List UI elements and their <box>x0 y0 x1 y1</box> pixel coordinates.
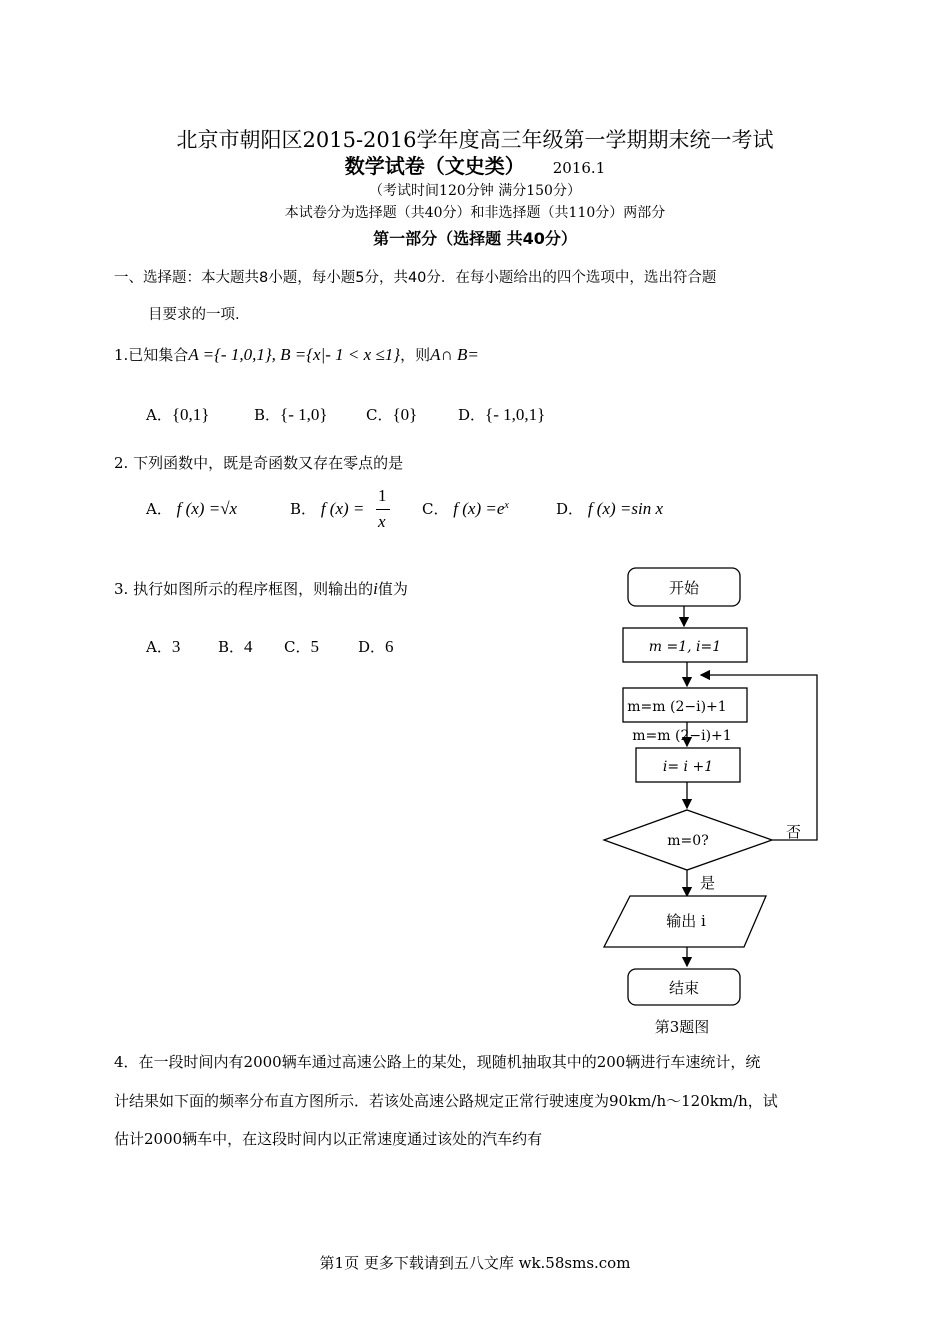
exam-time-info: （考试时间120分钟 满分150分） <box>369 183 581 199</box>
q1-option-d: D．{- 1,0,1} <box>458 405 546 424</box>
q3-flowchart <box>590 560 840 1040</box>
section-instruction-line2: 目要求的一项. <box>148 307 240 323</box>
q1-option-b: B．{- 1,0} <box>254 405 328 424</box>
q1-set-expression: A ={- 1,0,1}, B ={x|- 1 < x ≤1} <box>188 345 401 364</box>
exam-date: 2016.1 <box>552 159 606 177</box>
exam-subtitle <box>0 150 950 179</box>
flow-output-label: 输出 i <box>666 912 706 930</box>
flow-decision-label: m=0? <box>667 833 709 849</box>
q1-intersection-expression: A∩ B= <box>430 345 479 364</box>
flow-no-label: 否 <box>786 823 802 841</box>
subject-label: 数学试卷（文史类） <box>344 154 525 178</box>
q1-prefix: 1.已知集合 <box>114 346 189 364</box>
q3-option-a: A．3 <box>146 637 181 656</box>
exam-structure: 本试卷分为选择题（共40分）和非选择题（共110分）两部分 <box>284 205 666 221</box>
q2-b-fraction-bar <box>376 509 390 510</box>
flow-yes-label: 是 <box>700 874 716 892</box>
flow-init-label: m =1, i=1 <box>648 639 722 655</box>
q2-option-d: D． f (x) =sin x <box>556 499 664 518</box>
q3-option-b: B．4 <box>218 637 253 656</box>
question-4-line3: 估计2000辆车中，在这段时间内以正常速度通过该处的汽车约有 <box>114 1130 543 1148</box>
q2-b-numerator: 1 <box>378 486 387 505</box>
question-2-stem: 2. 下列函数中，既是奇函数又存在零点的是 <box>114 454 404 472</box>
exam-title: 北京市朝阳区2015-2016学年度高三年级第一学期期末统一考试 <box>176 128 774 152</box>
section-instruction-line1: 一、选择题：本大题共8小题，每小题5分，共40分．在每小题给出的四个选项中，选出符合题 <box>114 270 717 286</box>
q1-option-a: A．{0,1} <box>146 405 210 424</box>
q2-option-b: B． f (x) = <box>290 499 365 518</box>
flow-step1-label: m=m (2−i)+1 <box>627 699 727 715</box>
question-4-line2: 计结果如下面的频率分布直方图所示．若该处高速公路规定正常行驶速度为90km/h～120km/h，试 <box>114 1092 778 1110</box>
flow-step2-label: i= i +1 <box>662 759 714 775</box>
page-footer: 第1页 更多下载请到五八文库 wk.58sms.com <box>319 1254 631 1272</box>
q1-option-c: C．{0} <box>366 405 418 424</box>
q2-option-c: C． f $(x) =e^x$ <box>422 499 509 518</box>
question-3-stem: 3. 执行如图所示的程序框图，则输出的i值为 <box>114 579 408 598</box>
q2-option-a: A． f (x) =√x <box>146 499 238 518</box>
flow-start-label: 开始 <box>668 579 700 597</box>
question-4-line1: 4．在一段时间内有2000辆车通过高速公路上的某处，现随机抽取其中的200辆进行车速统计，统 <box>114 1053 761 1071</box>
q1-mid: ，则 <box>400 346 431 364</box>
q2-b-denominator: x <box>378 512 386 531</box>
part-one-title: 第一部分（选择题 共40分） <box>373 229 577 248</box>
q3-option-d: D．6 <box>358 637 394 656</box>
question-1-stem <box>114 344 479 365</box>
q3-option-c: C．5 <box>284 637 319 656</box>
flow-step1-duplicate-label: m=m (2−i)+1 <box>632 728 732 744</box>
flow-end-label: 结束 <box>668 979 700 997</box>
flowchart-caption: 第3题图 <box>654 1018 710 1036</box>
